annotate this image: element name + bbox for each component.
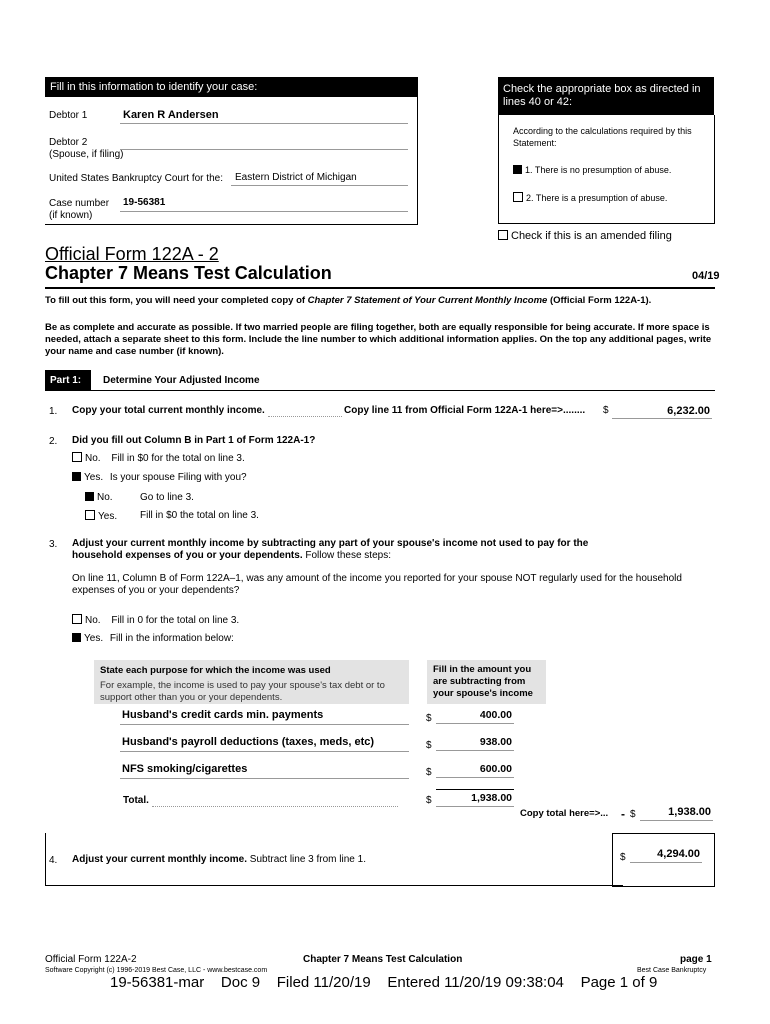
purpose-row-3-text: NFS smoking/cigarettes xyxy=(122,763,248,775)
copy-total-value: 1,938.00 xyxy=(668,806,711,818)
line2-sub-yes-text: Fill in $0 the total on line 3. xyxy=(140,510,259,521)
footer-copyright: Software Copyright (c) 1996-2019 Best Case, LLC - www.bestcase.com xyxy=(45,967,268,974)
line3-no-option[interactable] xyxy=(72,614,239,626)
amount-header-title: Fill in the amount you are subtracting from your spouse's income xyxy=(433,664,533,699)
purpose-row-3[interactable] xyxy=(120,762,409,779)
footer-title: Chapter 7 Means Test Calculation xyxy=(303,954,463,965)
line1-text: Copy your total current monthly income. xyxy=(72,405,265,416)
amended-filing-option[interactable] xyxy=(498,230,672,242)
line4-amount-field[interactable] xyxy=(630,846,702,863)
line4-text-bold: Adjust your current monthly income. xyxy=(72,854,248,865)
instructions-2: Be as complete and accurate as possible. If two married people are filing together, both are equally responsible for being accurate. If more space is needed, attach a separate sheet to this form. Include the line number to which additional information applies. On the top any additional pages, write your name and case number (if known). xyxy=(45,322,712,357)
debtor1-label: Debtor 1 xyxy=(49,110,88,121)
copy-total-instruction: Copy total here=>... xyxy=(520,808,609,819)
total-field[interactable] xyxy=(436,789,514,807)
amount-row-2[interactable] xyxy=(436,734,514,751)
line2-text: Did you fill out Column B in Part 1 of Form 122A-1? xyxy=(72,435,316,446)
copy-total-dollar: $ xyxy=(630,809,636,820)
line2-sub-yes-label: Yes. xyxy=(98,511,118,522)
amount-header xyxy=(427,660,546,704)
amount-row-3[interactable] xyxy=(436,761,514,778)
court-value: Eastern District of Michigan xyxy=(235,172,357,183)
instructions-1 xyxy=(45,295,715,306)
line3-no-text: Fill in 0 for the total on line 3. xyxy=(111,615,240,626)
no-presumption-option[interactable] xyxy=(513,165,671,175)
line3-yes-label: Yes. xyxy=(84,633,104,644)
line2-no-label: No. xyxy=(85,453,101,464)
no-presumption-label: 1. There is no presumption of abuse. xyxy=(525,165,672,175)
line4-text xyxy=(72,854,366,865)
amount-row-2-dollar: $ xyxy=(426,740,432,751)
line3-no-checkbox[interactable] xyxy=(72,614,82,624)
part1-label: Part 1: xyxy=(45,370,91,390)
line2-yes-text: Is your spouse Filing with you? xyxy=(109,472,247,483)
court-filing-stamp: 19-56381-mar Doc 9 Filed 11/20/19 Entered 11/20/19 09:38:04 Page 1 of 9 xyxy=(110,974,658,991)
instructions-1a: To fill out this form, you will need your completed copy of xyxy=(45,295,308,306)
copy-total-field[interactable] xyxy=(640,803,713,821)
line2-sub-yes-option[interactable] xyxy=(85,510,117,522)
line3-yes-text: Fill in the information below: xyxy=(109,633,234,644)
line4-dollar: $ xyxy=(620,852,626,863)
line4-number: 4. xyxy=(49,855,58,866)
debtor2-label: Debtor 2 xyxy=(49,137,88,148)
purpose-row-2-text: Husband's payroll deductions (taxes, meds, etc) xyxy=(122,736,375,748)
footer-vendor: Best Case Bankruptcy xyxy=(637,967,707,974)
no-presumption-checkbox[interactable] xyxy=(513,165,522,174)
instructions-1b: Chapter 7 Statement of Your Current Monthly Income xyxy=(307,295,548,306)
line3-text-plain: Follow these steps: xyxy=(302,550,391,561)
presumption-label: 2. There is a presumption of abuse. xyxy=(526,193,668,203)
total-leader xyxy=(152,795,398,807)
line3-no-label: No. xyxy=(85,615,101,626)
amount-row-1-value: 400.00 xyxy=(479,709,512,721)
identify-case-title: Fill in this information to identify your case: xyxy=(50,81,258,93)
line3-text xyxy=(72,538,612,562)
line3-question: On line 11, Column B of Form 122A–1, was any amount of the income you reported for your spouse NOT regularly used for the household expenses of you or your dependents? xyxy=(72,573,682,596)
case-number-sublabel: (if known) xyxy=(49,210,93,221)
line2-no-checkbox[interactable] xyxy=(72,452,82,462)
line1-leader xyxy=(268,405,342,417)
amount-row-3-value: 600.00 xyxy=(479,763,512,775)
amount-row-3-dollar: $ xyxy=(426,767,432,778)
purpose-row-1[interactable] xyxy=(120,708,409,725)
case-number-field[interactable] xyxy=(120,196,408,212)
purpose-row-1-text: Husband's credit cards min. payments xyxy=(122,709,324,721)
line2-yes-option[interactable] xyxy=(72,472,247,483)
line2-number: 2. xyxy=(49,436,58,447)
court-field[interactable] xyxy=(231,170,408,186)
purpose-header-title: State each purpose for which the income was used xyxy=(100,665,331,676)
case-number-label: Case number xyxy=(49,198,110,209)
page-title: Chapter 7 Means Test Calculation xyxy=(45,263,332,283)
total-dollar: $ xyxy=(426,795,432,806)
court-label: United States Bankruptcy Court for the: xyxy=(49,173,223,184)
line2-no-option[interactable] xyxy=(72,452,245,464)
line2-sub-no-checkbox[interactable] xyxy=(85,492,94,501)
line2-sub-no-label: No. xyxy=(97,492,113,503)
purpose-header-example: For example, the income is used to pay your spouse's tax debt or to support other than you or your dependents. xyxy=(100,680,385,703)
debtor1-value: Karen R Andersen xyxy=(123,109,219,121)
total-value: 1,938.00 xyxy=(471,792,512,804)
presumption-intro: According to the calculations required by this Statement: xyxy=(513,126,692,148)
line3-yes-checkbox[interactable] xyxy=(72,633,81,642)
line1-copy-instruction: Copy line 11 from Official Form 122A-1 here=>........ xyxy=(344,405,586,416)
part1-rule xyxy=(45,390,715,391)
debtor2-field[interactable] xyxy=(120,134,408,150)
title-rule xyxy=(45,287,715,289)
amount-row-1-dollar: $ xyxy=(426,713,432,724)
form-date: 04/19 xyxy=(692,270,720,282)
line2-sub-no-text: Go to line 3. xyxy=(140,492,194,503)
line1-amount: 6,232.00 xyxy=(667,405,710,417)
line3-yes-option[interactable] xyxy=(72,633,234,644)
debtor2-sublabel: (Spouse, if filing) xyxy=(49,149,124,160)
presumption-checkbox[interactable] xyxy=(513,192,523,202)
line2-yes-checkbox[interactable] xyxy=(72,472,81,481)
footer-form: Official Form 122A-2 xyxy=(45,954,137,965)
identify-case-header xyxy=(45,77,418,97)
presumption-title: Check the appropriate box as directed in lines 40 or 42: xyxy=(503,83,701,108)
line2-no-text: Fill in $0 for the total on line 3. xyxy=(111,453,245,464)
presumption-header xyxy=(498,77,714,115)
total-label: Total. xyxy=(123,795,149,806)
line2-sub-yes-checkbox[interactable] xyxy=(85,510,95,520)
amount-row-1[interactable] xyxy=(436,707,514,724)
presumption-option[interactable] xyxy=(513,192,667,203)
line1-dollar: $ xyxy=(603,405,609,416)
amended-filing-label: Check if this is an amended filing xyxy=(511,230,672,242)
line2-yes-label: Yes. xyxy=(84,472,104,483)
form-name: Official Form 122A - 2 xyxy=(45,244,219,264)
instructions-1c: (Official Form 122A-1). xyxy=(547,295,652,306)
line4-amount: 4,294.00 xyxy=(657,848,700,860)
line3-number: 3. xyxy=(49,539,58,550)
case-number-value: 19-56381 xyxy=(123,197,166,208)
line4-text-plain: Subtract line 3 from line 1. xyxy=(247,854,366,865)
line1-amount-field[interactable] xyxy=(612,403,712,419)
amended-filing-checkbox[interactable] xyxy=(498,230,508,240)
purpose-header xyxy=(94,660,409,704)
copy-total-minus: - xyxy=(621,807,625,821)
line1-number: 1. xyxy=(49,406,58,417)
debtor1-field[interactable] xyxy=(120,108,408,124)
line3-text-bold: Adjust your current monthly income by subtracting any part of your spouse's income not used to pay for the household expenses of you or your dependents. xyxy=(72,538,589,561)
line2-sub-no-option[interactable] xyxy=(85,492,113,503)
amount-row-2-value: 938.00 xyxy=(479,736,512,748)
footer-page: page 1 xyxy=(680,954,712,965)
purpose-row-2[interactable] xyxy=(120,735,409,752)
part1-title: Determine Your Adjusted Income xyxy=(103,375,260,386)
